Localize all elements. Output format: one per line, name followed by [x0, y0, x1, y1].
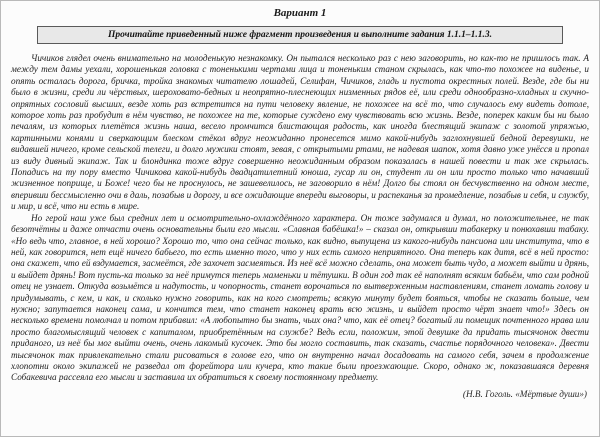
passage-paragraph-2: Но герой наш уже был средних лет и осмотрительно-охлаждённого характера. Он тоже задумался и думал, но положительнее, не так безотчётны и даже отчасти очень основательны были его мысли. «Славная бабёшка!» – сказал он, открывши табакерку и понюхавши табаку. «Но ведь что, главное, в ней хорошо? Хорошо то, что она сейчас только, как видно, выпущена из какого-нибудь пансиона или института, что в ней, как говорится, нет ещё ничего бабьего, то есть именно того, что у них есть самого неприятного. Она теперь как дитя, всё в ней просто: она скажет, что ей вздумается, засмеётся, где захочет засмеяться. Из неё всё можно сделать, она может быть чудо, а может выйти и дрянь, и выйдет дрянь! Вот пусть-ка только за неё примутся теперь маменьки и тётушки. В один год так её наполнят всяким бабьём, что сам родной отец не узнает. Откуда возьмётся и надутость, и чопорность, станет ворочаться по вытверженным наставлениям, станет ломать голову и придумывать, с кем, и как, и сколько нужно говорить, как на кого смотреть; всякую минуту будет бояться, чтобы не сказать больше, чем нужно; запутается наконец сама, и кончится тем, что станет наконец врать всю жизнь, и выйдет просто чёрт знает что!» Здесь он несколько времени помолчал и потом прибавил: «А любопытно бы знать, чьих она? что, как её отец? богатый ли помещик почтенного нрава или просто благомыслящий человек с капиталом, приобретённым на службе? Ведь если, положим, этой девушке да придать тысячонок двести приданого, из неё бы мог выйти очень, очень лакомый кусочек. Это бы могло составить, так сказать, счастье порядочного человека». Двести тысячонок так привлекательно стали рисоваться в голове его, что он внутренно начал досадовать на самого себя, зачем в продолжение хлопотни около экипажей не разведал от форейтора или кучера, кто такие были проезжающие. Скоро, однако ж, показавшаяся деревня Собакевича рассеяла его мысли и заставила их обратиться к своему постоянному предмету.	[11, 212, 589, 383]
passage-text	[11, 53, 589, 384]
attribution: (Н.В. Гоголь. «Мёртвые души»)	[462, 388, 587, 399]
instruction-text: Прочитайте приведенный ниже фрагмент произведения и выполните задания 1.1.1–1.1.3.	[107, 30, 493, 40]
variant-title: Вариант 1	[273, 7, 327, 19]
passage-paragraph-1: Чичиков глядел очень внимательно на молоденькую незнакомку. Он пытался несколько раз с нею заговорить, но как-то не пришлось так. А между тем дамы уехали, хорошенькая головка с тоненькими чертами лица и тоненьким станом скрылась, как что-то похожее на виденье, и опять осталась дорога, бричка, тройка знакомых читателю лошадей, Селифан, Чичиков, гладь и пустота окрестных полей. Везде, где бы ни было в жизни, среди ли чёрствых, шероховато-бедных и неопрятно-плеснеющих низменных рядов её, или среди однообразно-хладных и скучно-опрятных сословий высших, везде хоть раз встретится на пути человеку явление, не похожее на всё то, что случалось ему видеть дотоле, которое хоть раз пробудит в нём чувство, не похожее на те, которые суждено ему чувствовать всю жизнь. Везде, поперек каким бы ни было печалям, из которых плетётся жизнь наша, весело промчится блистающая радость, как иногда блестящий экипаж с золотой упряжью, картинными конями и сверкающим блеском стёкол вдруг неожиданно пронесется мимо какой-нибудь заглохнувшей бедной деревушки, не видавшей ничего, кроме сельской телеги, и долго мужики стоят, зевая, с открытыми ртами, не надевая шапок, хотя давно уже унёсся и пропал из виду дивный экипаж. Так и блондинка тоже вдруг совершенно неожиданным образом показалась в нашей повести и так же скрылась. Попадись на ту пору вместо Чичикова какой-нибудь двадцатилетний юноша, гусар ли он, студент ли он или просто только что начавший жизненное поприще, и Боже! чего бы не проснулось, не зашевелилось, не заговорило в нём! Долго бы стоял он бесчувственно на одном месте, вперивши бессмысленно очи в даль, позабыв и дорогу, и все ожидающие впереди выговоры, и распеканья за промедление, позабыв и себя, и службу, и мир, и всё, что ни есть в мире.	[11, 53, 589, 212]
instruction-banner	[37, 26, 563, 44]
